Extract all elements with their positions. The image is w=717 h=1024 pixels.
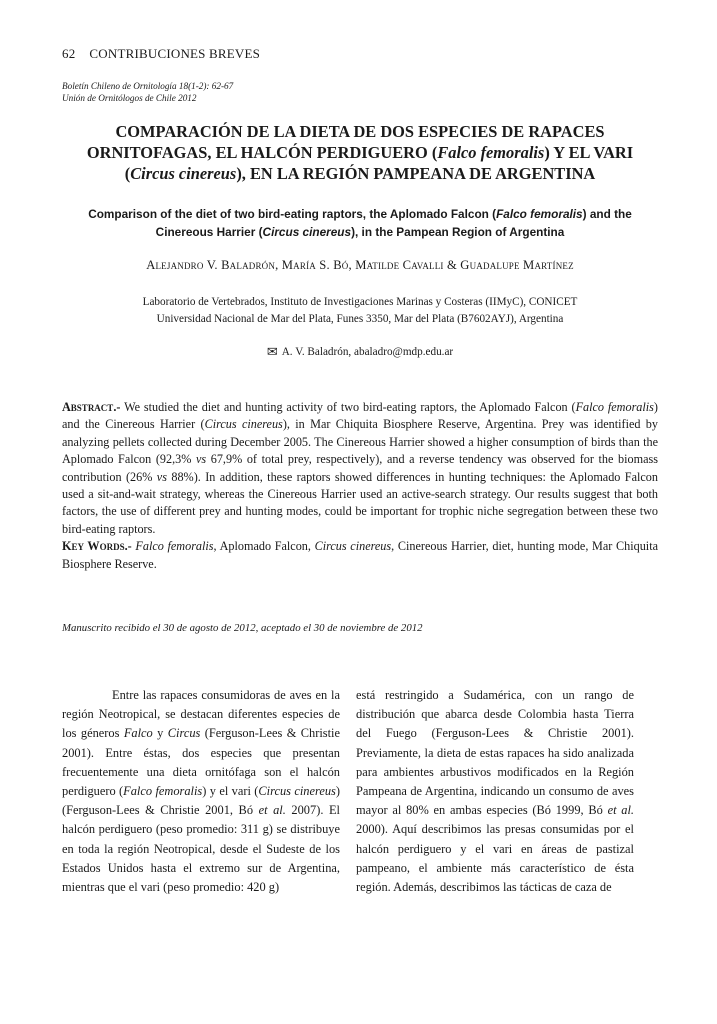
abstract-text: ), in Mar Chiquita Biosphere Reserve, Argentina. Prey was identified by analyzing pellets collected during December 2005. The Cinereous Harrier showed a higher consumption of birds than the Aplomado Falcon (92,3%	[62, 417, 658, 467]
english-title-text: ) and the Cinereous Harrier (	[155, 207, 632, 239]
body-column-left	[62, 686, 340, 897]
abstract-text: ) and the Cinereous Harrier (	[62, 400, 658, 432]
body-text: Entre las rapaces consumidoras de aves en la región Neotropical, se destacan diferentes especies de los géneros	[62, 688, 340, 741]
species-name: Circus cinereus	[204, 417, 283, 432]
et-al-text: et al.	[607, 803, 635, 818]
body-text: y	[152, 726, 168, 741]
title-text: ) Y EL VARI (	[124, 143, 634, 183]
et-al-text: et al.	[258, 803, 286, 818]
keywords-label: Key Words.-	[62, 539, 132, 554]
english-title-text: Comparison of the diet of two bird-eating raptors, the Aplomado Falcon (	[88, 207, 497, 221]
genus-name: Falco	[123, 726, 153, 741]
genus-name: Circus	[167, 726, 201, 741]
versus-text: vs	[195, 452, 207, 467]
title-species: Falco femoralis	[437, 143, 545, 162]
species-name: Falco femoralis	[135, 539, 214, 554]
abstract-paragraph	[62, 399, 658, 538]
body-text: está restringido a Sudamérica, con un rango de distribución que abarca desde Colombia hasta Tierra del Fuego (Ferguson-Lees & Christie 2001). Previamente, la dieta de estas rapaces ha sido analizada para ambientes arbustivos modificados en la Región Pampeana de Argentina, indicando un consumo de aves mayor al 80% en ambas especies (Bó 1999, Bó	[356, 688, 634, 818]
article-title	[62, 121, 658, 184]
abstract-text: 88%). In addition, these raptors showed differences in hunting techniques: the Aplomado Falcon used a sit-and-wait strategy, whereas the Cinereous Harrier used an active-search strategy. Our results suggest that both factors, the use of different prey and hunting modes, could be important for trophic niche segregation between these two bird-eating raptors.	[62, 469, 658, 536]
keywords-text: , Cinereous Harrier, diet, hunting mode, Mar Chiquita Biosphere Reserve.	[62, 539, 658, 571]
abstract	[62, 399, 658, 573]
species-name: Falco femoralis	[575, 400, 654, 414]
body-text: ) (Ferguson-Lees & Christie 2001, Bó	[62, 784, 341, 818]
versus-text: vs	[156, 469, 167, 484]
affiliation-line-1: Laboratorio de Vertebrados, Instituto de Investigaciones Marinas y Costeras (IIMyC), CONICET	[142, 296, 578, 308]
body-text: 2000). Aquí describimos las presas consumidas por el halcón perdiguero y el vari en áreas de pastizal pampeano, el ambiente más característico de ésta región. Además, describimos las tácticas de caza de	[356, 822, 634, 895]
english-title-species: Circus cinereus	[262, 225, 352, 239]
english-title-species: Falco femoralis	[496, 207, 583, 221]
abstract-label: Abstract.-	[62, 400, 121, 414]
journal-line-2: Unión de Ornitólogos de Chile 2012	[62, 93, 197, 103]
page-number: 62	[62, 46, 76, 61]
title-species: Circus cinereus	[130, 164, 237, 183]
envelope-icon: ✉	[266, 344, 278, 359]
body-text: (Ferguson-Lees & Christie 2001). Entre éstas, dos especies que presentan frecuentemente una dieta ornitófaga son el halcón perdiguero (	[62, 726, 340, 799]
journal-line-1: Boletín Chileno de Ornitología 18(1-2): 62-67	[62, 81, 234, 91]
author-list: Alejandro V. Baladrón, María S. Bó, Matilde Cavalli & Guadalupe Martínez	[146, 258, 574, 272]
english-title-text: ), in the Pampean Region of Argentina	[351, 225, 565, 239]
body-column-right	[356, 686, 634, 897]
keywords	[62, 538, 658, 573]
body-text: ) y el vari (	[202, 784, 259, 799]
section-title: CONTRIBUCIONES BREVES	[89, 46, 261, 61]
english-title	[62, 205, 658, 241]
species-name: Falco femoralis	[123, 784, 203, 799]
correspondence	[62, 344, 658, 360]
correspondence-email[interactable]: A. V. Baladrón, abaladro@mdp.edu.ar	[281, 346, 454, 358]
title-text: COMPARACIÓN DE LA DIETA DE DOS ESPECIES DE RAPACES ORNITOFAGAS, EL HALCÓN PERDIGUERO (	[86, 122, 605, 162]
species-name: Circus cinereus	[258, 784, 336, 799]
body-text: 2007). El halcón perdiguero (peso promedio: 311 g) se distribuye en toda la región Neotropical, desde el Sudeste de los Estados Unidos hasta el extremo sur de Argentina, mientras que el vari (peso promedio: 420 g)	[62, 803, 340, 895]
keywords-text: , Aplomado Falcon,	[213, 539, 315, 554]
body-paragraph	[62, 686, 340, 897]
affiliation	[62, 294, 658, 328]
species-name: Circus cinereus	[314, 539, 392, 554]
running-head	[62, 46, 260, 62]
body-paragraph	[356, 686, 634, 897]
journal-citation	[62, 80, 233, 104]
title-text: ), EN LA REGIÓN PAMPEANA DE ARGENTINA	[236, 164, 596, 183]
affiliation-line-2: Universidad Nacional de Mar del Plata, Funes 3350, Mar del Plata (B7602AYJ), Argentina	[156, 313, 564, 325]
abstract-text: We studied the diet and hunting activity of two bird-eating raptors, the Aplomado Falcon (	[120, 400, 576, 414]
abstract-text: 67,9% of total prey, respectively), and a reverse tendency was observed for the biomass contribution (26%	[62, 452, 658, 484]
received-date: Manuscrito recibido el 30 de agosto de 2012, aceptado el 30 de noviembre de 2012	[62, 622, 423, 634]
